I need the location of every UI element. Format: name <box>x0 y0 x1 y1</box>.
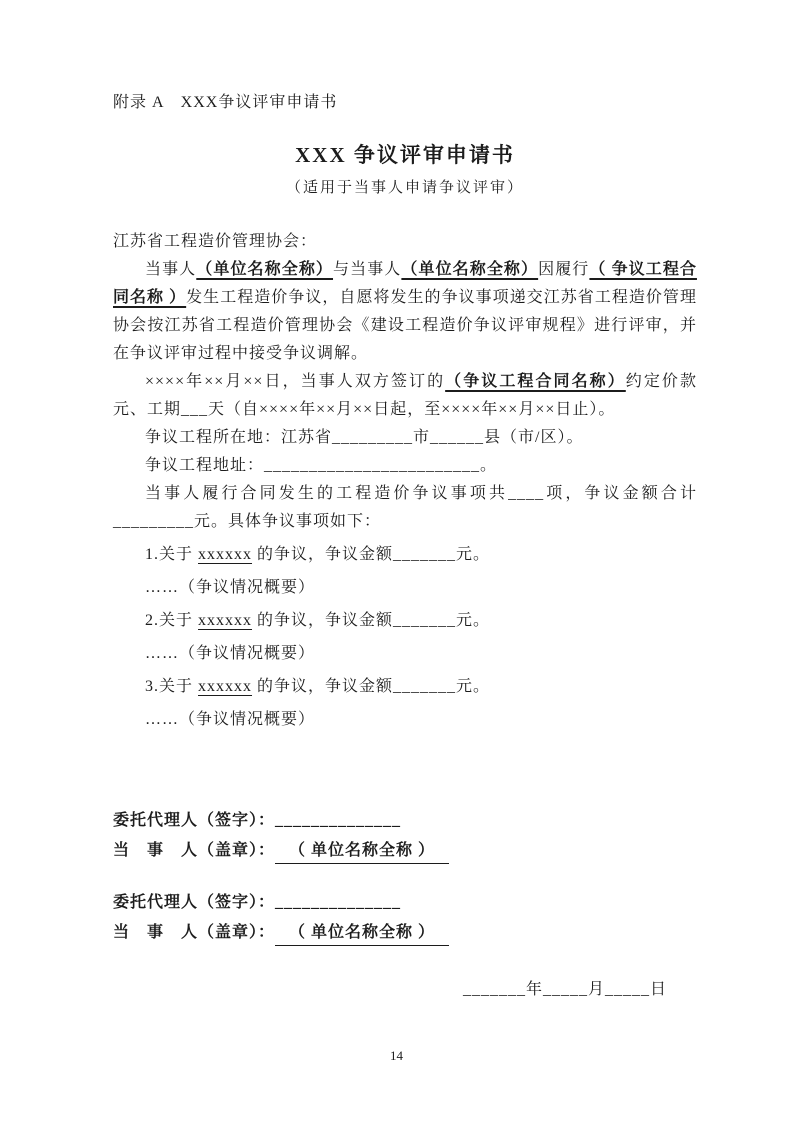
text-run: 的争议，争议金额_______元。 <box>252 546 491 563</box>
paragraph-parties <box>113 256 697 368</box>
document-title: XXX 争议评审申请书 <box>295 143 515 167</box>
agent-signature-blank: ______________ <box>275 894 402 911</box>
party-seal-line <box>113 836 697 866</box>
party-name-fill: （ 单位名称全称 ） <box>275 840 449 864</box>
dispute-note-3: ……（争议情况概要） <box>145 711 316 728</box>
text-run: 争议工程地址： <box>145 457 265 474</box>
agent-signature-line <box>113 888 697 918</box>
paragraph-contract <box>113 368 697 424</box>
contract-name-blank: （ 争议工程合同名称 ） <box>113 261 697 306</box>
signature-block-1 <box>113 806 697 866</box>
dispute-item-1 <box>113 541 697 569</box>
address-blank: ________________________ <box>264 457 481 474</box>
agent-signature-label: 委托代理人（签字）： <box>113 812 276 829</box>
dispute-item-3 <box>113 673 697 701</box>
appendix-heading: 附录 A XXX争议评审申请书 <box>113 94 338 111</box>
text-run: 当事人 <box>145 261 197 278</box>
text-run: 因履行 <box>538 261 590 278</box>
salutation: 江苏省工程造价管理协会： <box>113 233 318 250</box>
agent-signature-label: 委托代理人（签字）： <box>113 894 276 911</box>
party-seal-label: 当 事 人（盖章）： <box>113 924 276 941</box>
text-run: 的争议，争议金额_______元。 <box>252 678 491 695</box>
text-run: 发生工程造价争议，自愿将发生的争议事项递交江苏省工程造价管理协会按江苏省工程造价管理协会《建设工程造价争议评审规程》进行评审，并在争议评审过程中接受争议调解。 <box>113 289 697 362</box>
text-run: 3.关于 <box>145 678 199 695</box>
dispute-subject-blank: xxxxxx <box>198 678 253 695</box>
agent-signature-blank: ______________ <box>275 812 402 829</box>
agent-signature-line <box>113 806 697 836</box>
dispute-note-2: ……（争议情况概要） <box>145 645 316 662</box>
page-number: 14 <box>390 1048 403 1063</box>
text-run: 1.关于 <box>145 546 199 563</box>
text-run: 约定价款元、工期___天（自××××年××月××日起，至××××年××月××日止）。 <box>113 373 697 418</box>
party-name-blank-1: （单位名称全称） <box>196 261 334 278</box>
text-run: 2.关于 <box>145 612 199 629</box>
text-run: ××××年××月××日，当事人双方签订的 <box>145 373 446 390</box>
party-name-blank-2: （单位名称全称） <box>401 261 539 278</box>
paragraph-address <box>113 452 697 480</box>
date-line: _______年_____月_____日 <box>462 981 667 998</box>
party-seal-line <box>113 918 697 948</box>
text-run: 的争议，争议金额_______元。 <box>252 612 491 629</box>
text-run: 与当事人 <box>333 261 402 278</box>
paragraph-disputes-intro: 当事人履行合同发生的工程造价争议事项共____项，争议金额合计_________元。具体争议事项如下： <box>113 485 697 530</box>
dispute-subject-blank: xxxxxx <box>198 546 253 563</box>
text-run: 。 <box>480 457 498 474</box>
dispute-subject-blank: xxxxxx <box>198 612 253 629</box>
party-seal-label: 当 事 人（盖章）： <box>113 842 276 859</box>
document-content <box>113 0 697 1004</box>
dispute-note-1: ……（争议情况概要） <box>145 579 316 596</box>
contract-name-blank: （争议工程合同名称） <box>445 373 626 390</box>
signature-block-2 <box>113 888 697 948</box>
document-subtitle: （适用于当事人申请争议评审） <box>285 180 524 196</box>
paragraph-location: 争议工程所在地：江苏省_________市______县（市/区）。 <box>145 429 584 446</box>
party-name-fill: （ 单位名称全称 ） <box>275 922 449 946</box>
dispute-item-2 <box>113 607 697 635</box>
